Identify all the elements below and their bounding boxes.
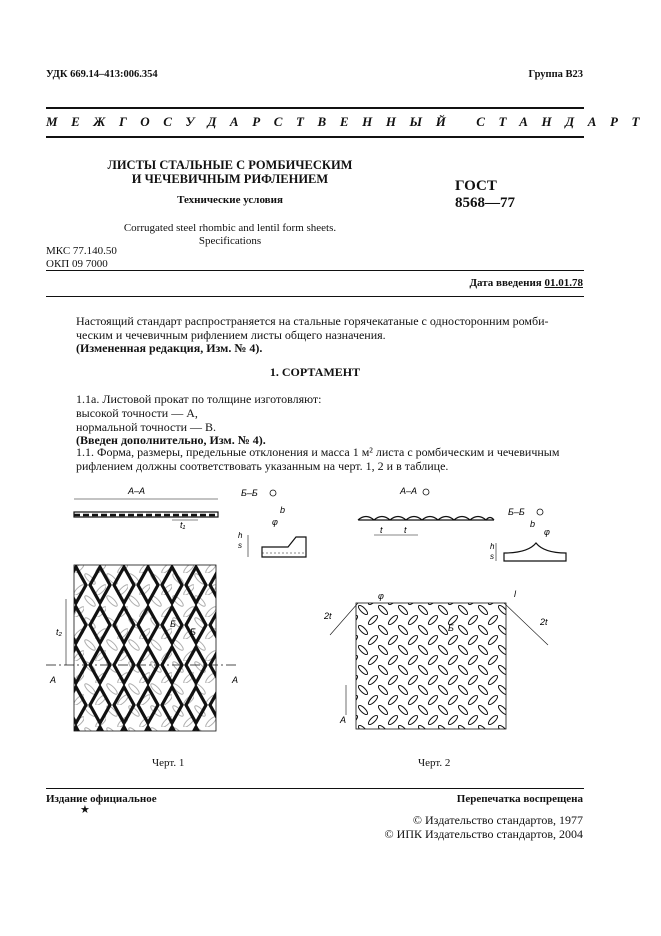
date-rule [46,296,584,297]
heading-rule [46,136,584,138]
fig1-mark-a-left: А [50,675,57,685]
fig1-section-bb-profile [262,537,306,557]
fig2-mark-b: Б [448,623,454,633]
fig2-dim-b: b [530,519,536,529]
footer-rule [46,788,584,789]
document-title [90,158,370,186]
reprint-prohibited: Перепечатка воспрещена [456,793,583,805]
gost-label: ГОСТ [455,178,497,194]
group-code: Группа В23 [528,69,583,80]
fig1-dim-t2: t₂ [56,627,62,637]
fig2-dim-2t-left: 2t [324,611,332,621]
interstate-standard-heading: МЕЖГОСУДАРСТВЕННЫЙ СТАНДАРТ [46,114,654,129]
amendment-note-1: (Измененная редакция, Изм. № 4). [76,341,263,355]
clause-1-1a-line-3: нормальной точности — В. [76,420,217,434]
fig1-dim-t1: t₁ [180,520,186,530]
fig1-dim-h: h [238,531,243,540]
english-title-line-1: Corrugated steel rhombic and lentil form sheets. [123,222,337,234]
fig2-mark-a: А [340,715,347,725]
document-subtitle: Технические условия [177,194,283,206]
fig2-section-bb-label: Б–Б [508,507,525,517]
title-line-1: ЛИСТЫ СТАЛЬНЫЕ С РОМБИЧЕСКИМ [107,158,353,172]
copyright-1977: © Издательство стандартов, 1977 [412,813,583,827]
top-rule [46,107,584,109]
fig1-bb-scale-mark [270,490,276,496]
fig2-section-aa-label: А–А [400,486,418,496]
clause-1-1a-line-2: высокой точности — А, [76,406,198,420]
fig2-dim-s: s [490,552,494,561]
udk-code: УДК 669.14–413:006.354 [46,69,158,80]
fig1-dim-phi: φ [272,517,278,527]
figure-1-drawing [40,485,310,750]
fig2-section-aa-profile [358,517,494,521]
figure-1-caption: Черт. 1 [152,757,185,769]
english-title [90,222,370,248]
amendment-note-2: (Введен дополнительно, Изм. № 4). [76,433,266,447]
english-title-line-2: Specifications [198,235,262,247]
fig2-dim-l: l [514,589,516,599]
fig2-dim-t-2: t [404,525,407,535]
clause-1-1-line-2: рифлением должны соответствовать указанным на черт. 1, 2 и в таблице. [76,459,449,473]
fig2-2t-left-dimension [330,603,358,635]
fig2-bb-scale-mark [537,509,543,515]
codes-rule [46,270,584,271]
fig1-dim-s: s [238,541,242,550]
fig2-dim-t: t [380,525,383,535]
fig2-aa-scale-mark [423,489,429,495]
star-icon: ★ [80,804,90,816]
intro-date-label: Дата введения [469,277,542,289]
intro-line-1: Настоящий стандарт распространяется на стальные горячекатаные с односторонним ромби- [76,314,549,328]
gost-block [455,178,515,212]
fig1-hatching [74,565,216,731]
fig2-section-bb-profile [504,543,566,561]
figure-2-caption: Черт. 2 [418,757,451,769]
fig2-dim-h: h [490,542,495,551]
introduction-date [469,277,583,290]
fig1-section-aa-label: А–А [128,486,146,496]
intro-line-2: ческим и чечевичным рифлением листы общего назначения. [76,328,386,342]
fig1-section-bb-label: Б–Б [241,488,258,498]
fig2-dim-2t-right: 2t [540,617,548,627]
okp-code: ОКП 09 7000 [46,258,108,270]
fig2-dim-phi: φ [544,527,550,537]
classification-codes [46,245,117,271]
fig1-mark-b: Б [170,619,176,629]
figure-2-drawing [318,485,588,755]
official-edition: Издание официальное [46,793,157,805]
intro-date-value: 01.01.78 [544,277,583,289]
fig1-dim-b: b [280,505,286,515]
gost-number: 8568—77 [455,195,515,211]
fig2-dim-phi-plan: φ [378,591,384,601]
clause-1-1a-line-1: 1.1а. Листовой прокат по толщине изготовляют: [76,392,322,406]
fig1-mark-a-right: А [232,675,239,685]
title-line-2: И ЧЕЧЕВИЧНЫМ РИФЛЕНИЕМ [131,172,329,186]
fig2-lentil-pattern [356,603,506,729]
fig1-mark-b-2: Б [190,627,196,637]
clause-1-1-line-1: 1.1. Форма, размеры, предельные отклонения и масса 1 м² листа с ромбическим и чечевичным [76,445,560,459]
copyright-2004: © ИПК Издательство стандартов, 2004 [384,827,583,841]
mks-code: МКС 77.140.50 [46,245,117,257]
section-heading: 1. СОРТАМЕНТ [269,365,361,379]
